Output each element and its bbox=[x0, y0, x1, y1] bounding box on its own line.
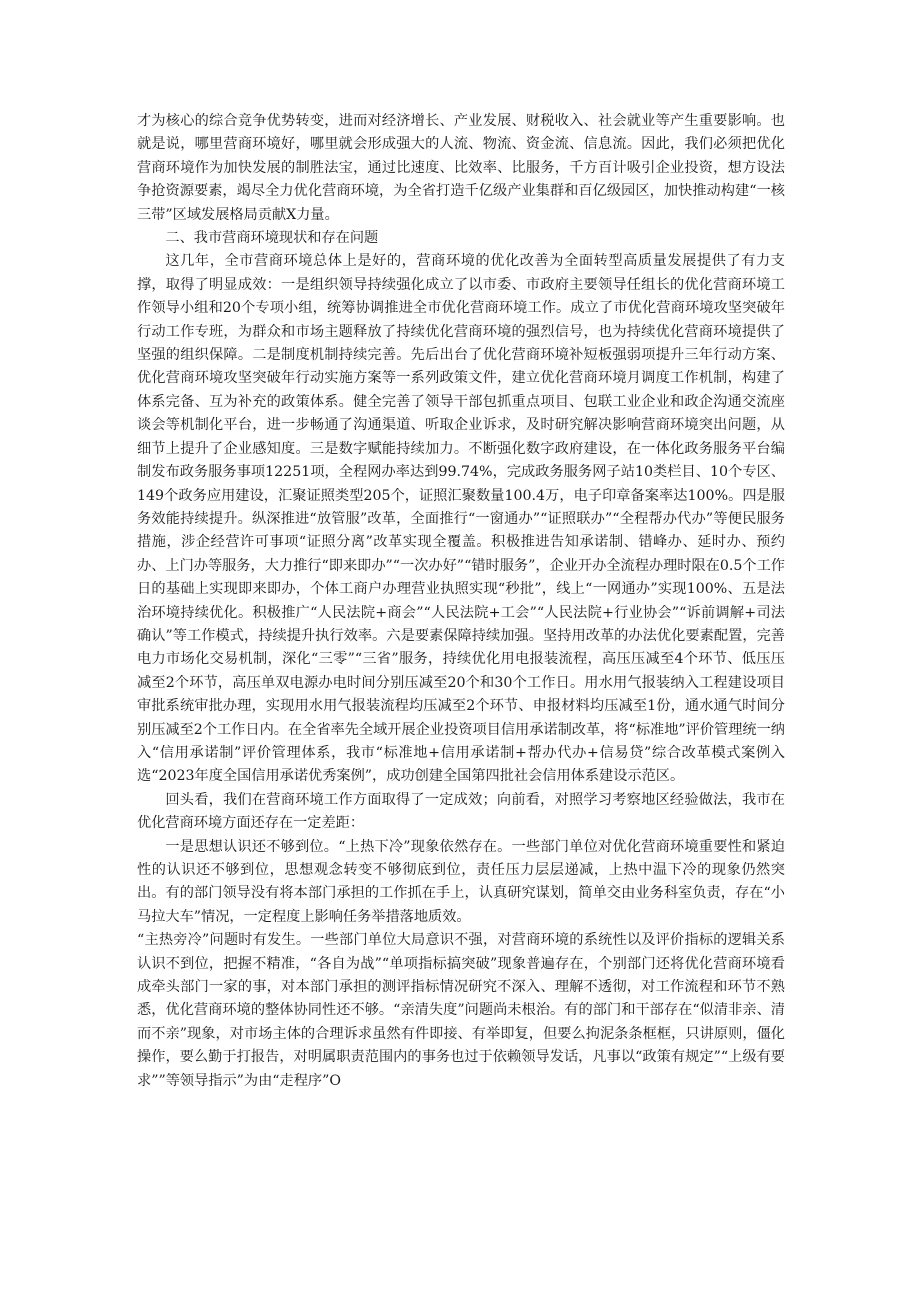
document-body bbox=[137, 110, 785, 1093]
paragraph-problem-details: “主热旁冷”问题时有发生。一些部门单位大局意识不强，对营商环境的系统性以及评价指标的逻辑关系认识不到位，把握不精准，“各自为战”“单项指标搞突破”现象普遍存在，个别部门还将优化营商环境看成牵头部门一家的事，对本部门承担的测评指标情况研究不深入、理解不透彻，对工作流程和环节不熟悉，优化营商环境的整体协同性还不够。“亲清失度”问题尚未根治。有的部门和干部存在“似清非亲、清而不亲”现象，对市场主体的合理诉求虽然有件即接、有举即复，但要么拘泥条条框框，只讲原则，僵化操作，要么勤于打报告，对明属职责范围内的事务也过于依赖领导发话，凡事以“政策有规定”“上级有要求””等领导指示”为由“走程序”O bbox=[137, 932, 785, 1089]
paragraph-problem-one: 一是思想认识还不够到位。“上热下冷”现象依然存在。一些部门单位对优化营商环境重要性和紧迫性的认识还不够到位，思想观念转变不够彻底到位，责任压力层层递减，上热中温下冷的现象仍然突出。有的部门领导没有将本部门承担的工作抓在手上，认真研究谋划，简单交由业务科室负责，存在“小马拉大车”情况，一定程度上影响任务举措落地质效。 bbox=[137, 838, 785, 925]
paragraph-achievements: 这几年，全市营商环境总体上是好的，营商环境的优化改善为全面转型高质量发展提供了有力支撑，取得了明显成效：一是组织领导持续强化成立了以市委、市政府主要领导任组长的优化营商环境工作领导小组和20个专项小组，统筹协调推进全市优化营商环境工作。成立了市优化营商环境攻坚突破年行动工作专班，为群众和市场主题释放了持续优化营商环境的强烈信号，也为持续优化营商环境提供了坚强的组织保障。二是制度机制持续完善。先后出台了优化营商环境补短板强弱项提升三年行动方案、优化营商环境攻坚突破年行动实施方案等一系列政策文件，建立优化营商环境月调度工作机制，构建了体系完备、互为补充的政策体系。健全完善了领导干部包抓重点项目、包联工业企业和政企沟通交流座谈会等机制化平台，进一步畅通了沟通渠道、听取企业诉求，及时研究解决影响营商环境突出问题，从细节上提升了企业感知度。三是数字赋能持续加力。不断强化数字政府建设，在一体化政务服务平台编制发布政务服务事项12251项，全程网办率达到99.74%，完成政务服务网子站10类栏目、10个专区、149个政务应用建设，汇聚证照类型205个，证照汇聚数量100.4万，电子印章备案率达100%。四是服务效能持续提升。纵深推进“放管服”改革，全面推行“一窗通办”“证照联办”“全程帮办代办”等便民服务措施，涉企经营许可事项“证照分离”改革实现全覆盖。积极推进告知承诺制、错峰办、延时办、预约办、上门办等服务，大力推行“即来即办”“一次办好”“错时服务”，企业开办全流程办理时限在0.5个工作日的基础上实现即来即办，个体工商户办理营业执照实现“秒批”，线上“一网通办”实现100%、五是法治环境持续优化。积极推广“人民法院+商会”“人民法院+工会”“人民法院+行业协会”“诉前调解+司法确认”等工作模式，持续提升执行效率。六是要素保障持续加强。坚持用改革的办法优化要素配置，完善电力市场化交易机制，深化“三零”“三省”服务，持续优化用电报装流程，高压压减至4个环节、低压压减至2个环节，高压单双电源办电时间分别压减至20个和30个工作日。用水用气报装纳入工程建设项目审批系统审批办理，实现用水用气报装流程均压减至2个环节、申报材料均压减至1份，通水通气时间分别压减至2个工作日内。在全省率先全域开展企业投资项目信用承诺制改革，将“标准地”评价管理统一纳入“信用承诺制”评价管理体系，我市“标准地+信用承诺制+帮办代办+信易贷”综合改革模式案例入选“2023年度全国信用承诺优秀案例”，成功创建全国第四批社会信用体系建设示范区。 bbox=[137, 253, 785, 785]
section-heading: 二、我市营商环境现状和存在问题 bbox=[165, 230, 379, 247]
paragraph-intro-continuation: 才为核心的综合竞争优势转变，进而对经济增长、产业发展、财税收入、社会就业等产生重要影响。也就是说，哪里营商环境好，哪里就会形成强大的人流、物流、资金流、信息流。因此，我们必须把优化营商环境作为加快发展的制胜法宝，通过比速度、比效率、比服务，千方百计吸引企业投资，想方设法争抢资源要素，竭尽全力优化营商环境，为全省打造千亿级产业集群和百亿级园区，加快推动构建“一核三带”区域发展格局贡献X力量。 bbox=[137, 113, 785, 223]
paragraph-transition: 回头看，我们在营商环境工作方面取得了一定成效；向前看，对照学习考察地区经验做法，我市在优化营商环境方面还存在一定差距： bbox=[137, 791, 785, 832]
